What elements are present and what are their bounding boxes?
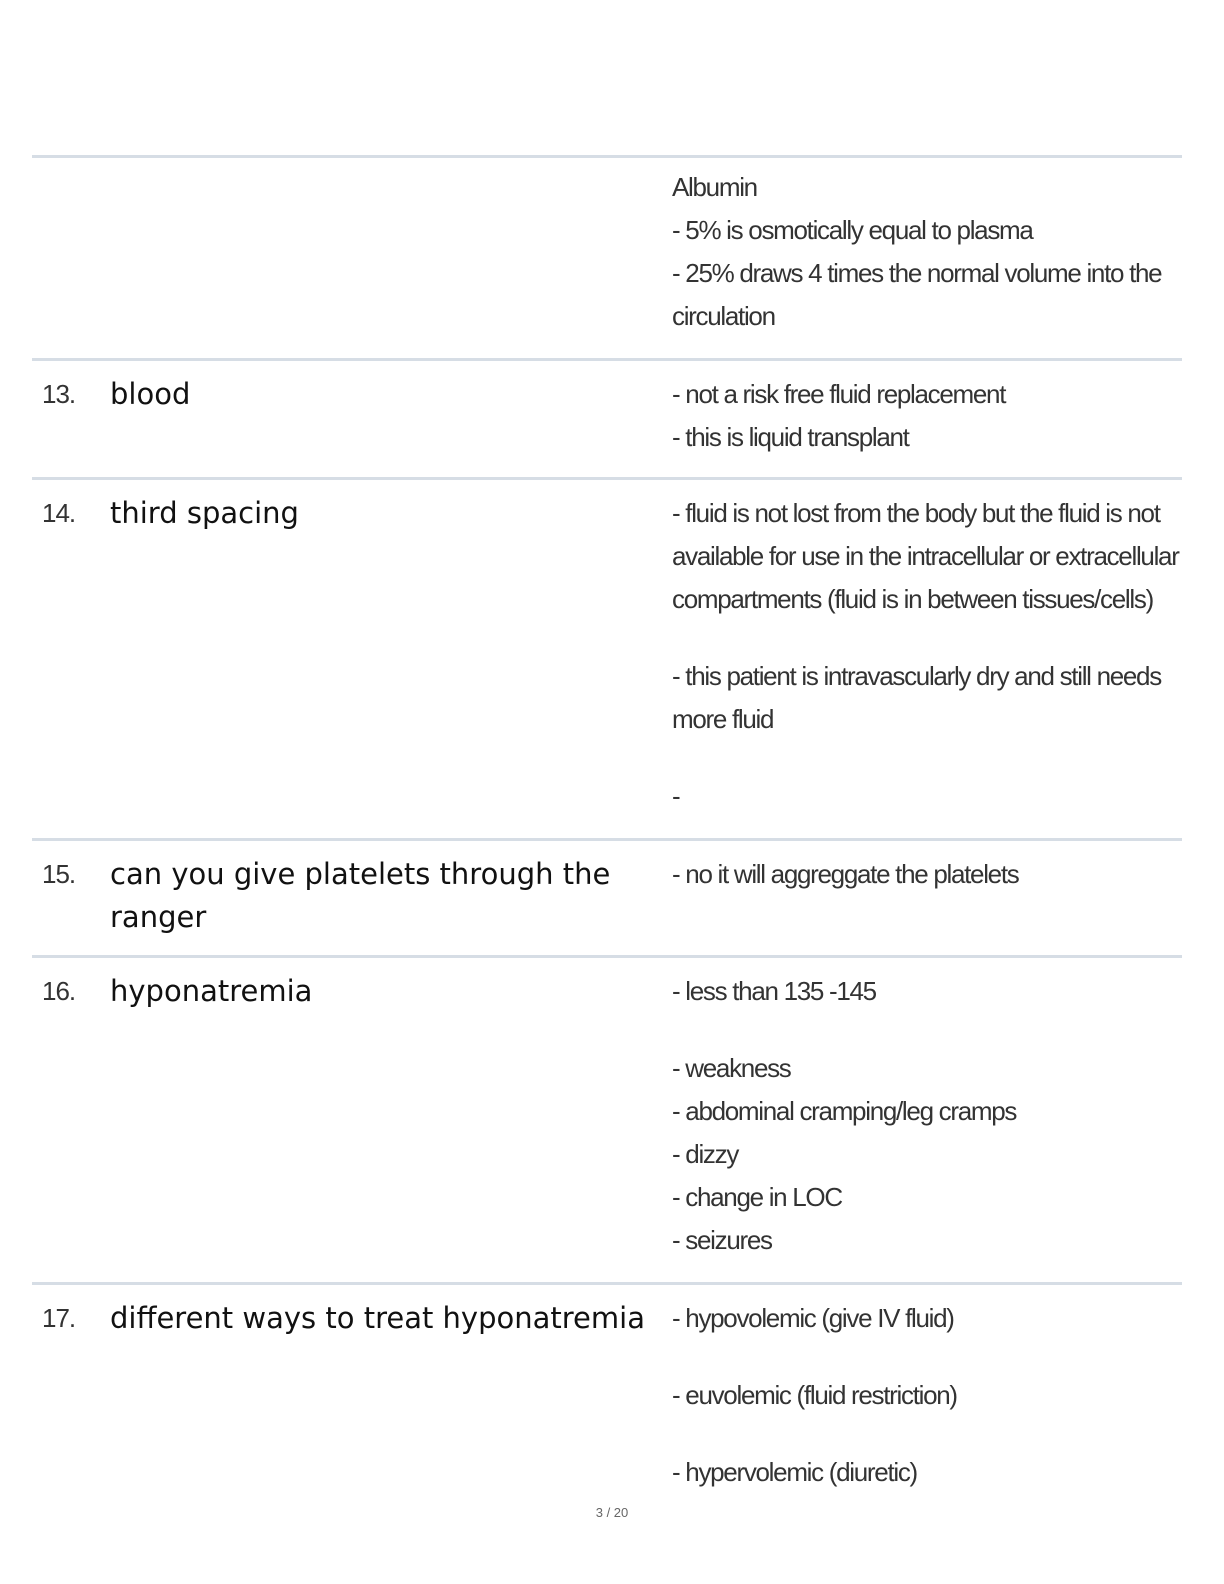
definition-line: - fluid is not lost from the body but the fluid is not — [672, 498, 1160, 528]
definition-line: - dizzy — [672, 1139, 739, 1169]
table-row — [32, 955, 1182, 1282]
definition-line: available for use in the intracellular or extracellular — [672, 541, 1179, 571]
definition-line: - euvolemic (fluid restriction) — [672, 1380, 957, 1410]
definition-gap — [672, 621, 1182, 655]
definition-line: - 5% is osmotically equal to plasma — [672, 215, 1033, 245]
definition-line: - not a risk free fluid replacement — [672, 379, 1006, 409]
definition-line: - no it will aggreggate the platelets — [672, 859, 1019, 889]
row-term — [110, 166, 672, 338]
definition-gap — [672, 1340, 1182, 1374]
table-row — [32, 155, 1182, 358]
definition-line: circulation — [672, 301, 775, 331]
definition-line: - less than 135 -145 — [672, 976, 876, 1006]
definition-gap — [672, 1013, 1182, 1047]
definition-line: - change in LOC — [672, 1182, 842, 1212]
flashcard-table — [32, 155, 1182, 1504]
row-number: 15. — [42, 859, 76, 889]
row-definition — [672, 853, 1182, 939]
row-number: 16. — [42, 976, 76, 1006]
definition-line: - hypovolemic (give IV fluid) — [672, 1303, 954, 1333]
row-number: 14. — [42, 498, 76, 528]
table-row — [32, 1282, 1182, 1504]
definition-gap — [672, 741, 1182, 775]
row-number: 13. — [42, 379, 76, 409]
definition-line: - this patient is intravascularly dry and still needs — [672, 661, 1161, 691]
definition-line: - weakness — [672, 1053, 791, 1083]
row-number — [32, 166, 110, 338]
row-term: third spacing — [110, 496, 299, 530]
definition-line: - seizures — [672, 1225, 772, 1255]
row-definition — [672, 166, 1182, 338]
definition-line: - this is liquid transplant — [672, 422, 909, 452]
table-row — [32, 838, 1182, 955]
row-number: 17. — [42, 1303, 76, 1333]
definition-line: compartments (fluid is in between tissues/cells) — [672, 584, 1153, 614]
row-term: different ways to treat hyponatremia — [110, 1301, 645, 1335]
definition-line: Albumin — [672, 172, 757, 202]
definition-line: - 25% draws 4 times the normal volume into the — [672, 258, 1162, 288]
row-term: hyponatremia — [110, 974, 313, 1008]
table-row — [32, 358, 1182, 477]
definition-line: - abdominal cramping/leg cramps — [672, 1096, 1017, 1126]
table-row — [32, 477, 1182, 838]
definition-line: more fluid — [672, 704, 774, 734]
row-definition — [672, 1297, 1182, 1494]
row-term: can you give platelets through the ranger — [110, 857, 611, 934]
row-term: blood — [110, 377, 191, 411]
row-definition — [672, 373, 1182, 459]
page-number: 3 / 20 — [595, 1505, 629, 1520]
row-definition — [672, 970, 1182, 1262]
definition-line: - hypervolemic (diuretic) — [672, 1457, 917, 1487]
row-definition — [672, 492, 1182, 818]
definition-line: - — [672, 781, 680, 811]
definition-gap — [672, 1417, 1182, 1451]
